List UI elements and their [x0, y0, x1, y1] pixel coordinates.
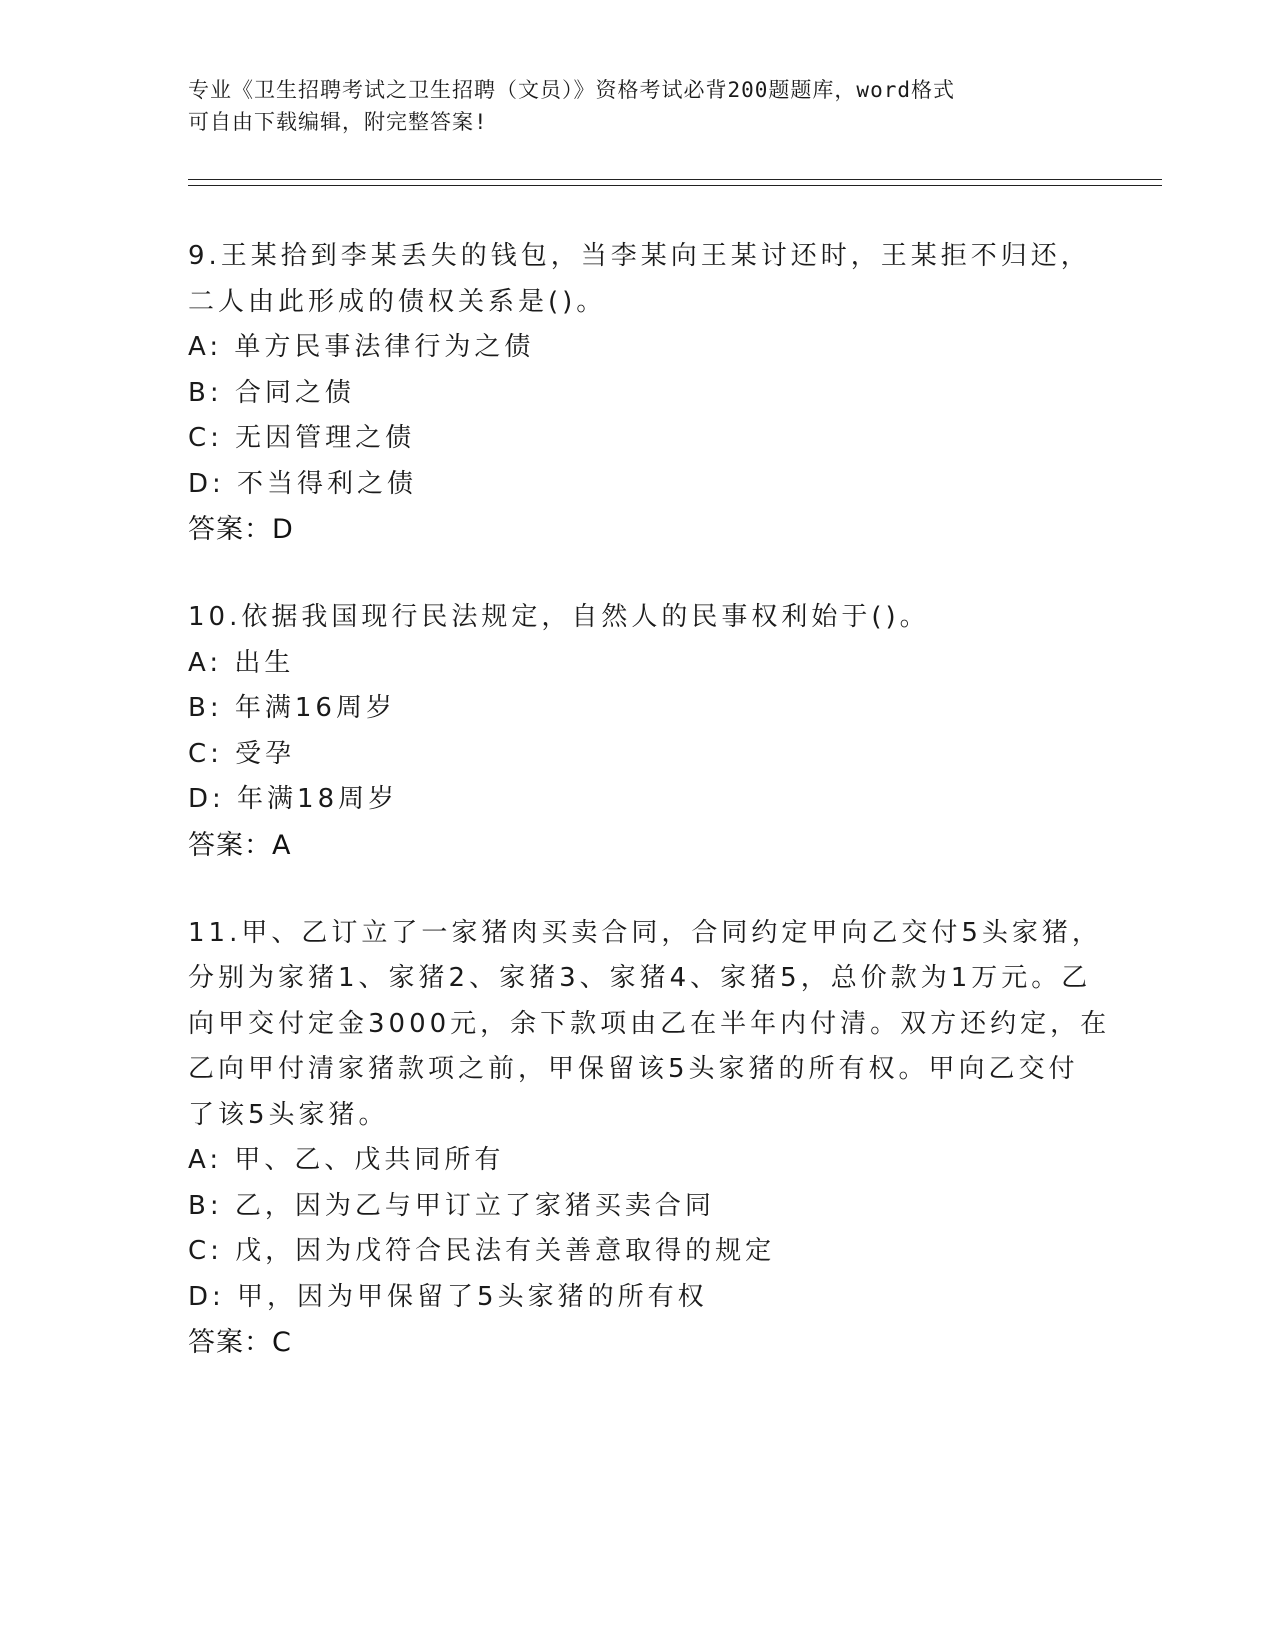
document-header: [188, 74, 1088, 138]
option-d: D: 年满18周岁: [188, 784, 399, 814]
option-d: D: 甲，因为甲保留了5头家猪的所有权: [188, 1281, 708, 1312]
answer-label: 答案：C: [188, 1327, 292, 1358]
option-c: C: 无因管理之债: [188, 423, 416, 453]
answer-label: 答案：D: [188, 514, 294, 545]
question-9: [188, 234, 1091, 553]
question-list: [188, 234, 1111, 1408]
question-stem-line: 二人由此形成的债权关系是()。: [188, 286, 607, 317]
option-a: A: 甲、乙、戊共同所有: [188, 1145, 505, 1175]
option-b: B: 乙，因为乙与甲订立了家猪买卖合同: [188, 1190, 715, 1221]
option-c: C: 受孕: [188, 738, 296, 769]
question-10: [188, 595, 1088, 869]
option-a: A: 单方民事法律行为之债: [188, 332, 535, 362]
answer-label: 答案：A: [188, 829, 292, 861]
question-stem-line: 11.甲、乙订立了一家猪肉买卖合同，合同约定甲向乙交付5头家猪，: [188, 917, 1102, 948]
option-a: A: 出生: [188, 647, 295, 678]
option-d: D: 不当得利之债: [188, 468, 418, 499]
option-b: B: 合同之债: [188, 377, 355, 408]
question-stem-line: 分别为家猪1、家猪2、家猪3、家猪4、家猪5，总价款为1万元。乙: [188, 963, 1092, 993]
question-stem-line: 向甲交付定金3000元，余下款项由乙在半年内付清。双方还约定，在: [188, 1008, 1111, 1039]
option-c: C: 戊，因为戊符合民法有关善意取得的规定: [188, 1236, 776, 1266]
header-divider: [188, 179, 1162, 186]
header-line: 专业《卫生招聘考试之卫生招聘（文员）》资格考试必背200题题库，word格式: [188, 78, 955, 102]
question-stem-line: 乙向甲付清家猪款项之前，甲保留该5头家猪的所有权。甲向乙交付: [188, 1054, 1079, 1084]
question-stem-line: 10.依据我国现行民法规定，自然人的民事权利始于()。: [188, 602, 930, 632]
option-b: B: 年满16周岁: [188, 693, 396, 723]
question-stem-line: 了该5头家猪。: [188, 1099, 389, 1130]
question-11: [188, 911, 1111, 1367]
question-stem-line: 9.王某拾到李某丢失的钱包，当李某向王某讨还时，王某拒不归还，: [188, 241, 1091, 271]
header-line: 可自由下载编辑，附完整答案!: [188, 110, 488, 134]
